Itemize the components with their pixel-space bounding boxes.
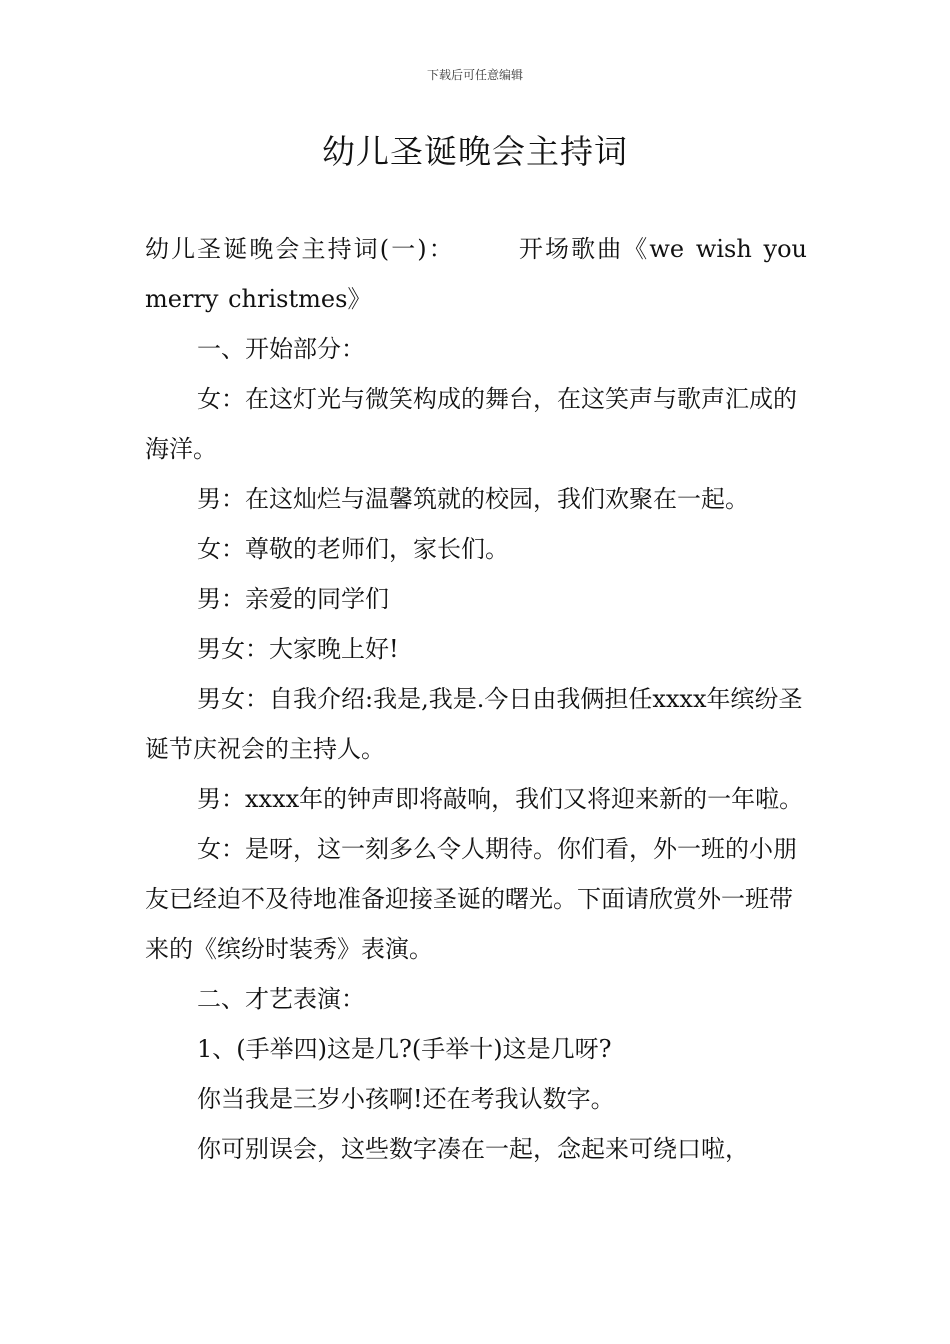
intro-lead: 幼儿圣诞晚会主持词(一)： — [145, 235, 455, 263]
document-body — [145, 224, 807, 1174]
dialogue-line: 你可别误会，这些数字凑在一起，念起来可绕口啦， — [197, 1135, 749, 1163]
dialogue-line: 男：xxxx年的钟声即将敲响，我们又将迎来新的一年啦。 — [197, 785, 804, 813]
document-title: 幼儿圣诞晚会主持词 — [322, 132, 628, 171]
dialogue-line: 你当我是三岁小孩啊!还在考我认数字。 — [197, 1085, 615, 1113]
section-heading-performance: 二、才艺表演： — [197, 985, 365, 1013]
dialogue-line: 男女：自我介绍:我是,我是.今日由我俩担任xxxx年缤纷圣诞节庆祝会的主持人。 — [145, 685, 803, 763]
dialogue-line: 女：在这灯光与微笑构成的舞台，在这笑声与歌声汇成的海洋。 — [145, 385, 797, 463]
dialogue-line: 女：尊敬的老师们，家长们。 — [197, 535, 509, 563]
intro-song: 开场歌曲《we wish you merry christmes》 — [145, 235, 807, 313]
dialogue-line: 1、(手举四)这是几?(手举十)这是几呀? — [197, 1035, 612, 1063]
section-heading-opening: 一、开始部分： — [197, 335, 365, 363]
intro-paragraph — [145, 224, 807, 324]
dialogue-line: 男：亲爱的同学们 — [197, 585, 389, 613]
dialogue-line: 男：在这灿烂与温馨筑就的校园，我们欢聚在一起。 — [197, 485, 749, 513]
dialogue-line: 男女：大家晚上好! — [197, 635, 399, 663]
dialogue-line: 女：是呀，这一刻多么令人期待。你们看，外一班的小朋友已经迫不及待地准备迎接圣诞的曙光。下面请欣赏外一班带来的《缤纷时装秀》表演。 — [145, 835, 797, 963]
header-note: 下载后可任意编辑 — [426, 68, 523, 82]
